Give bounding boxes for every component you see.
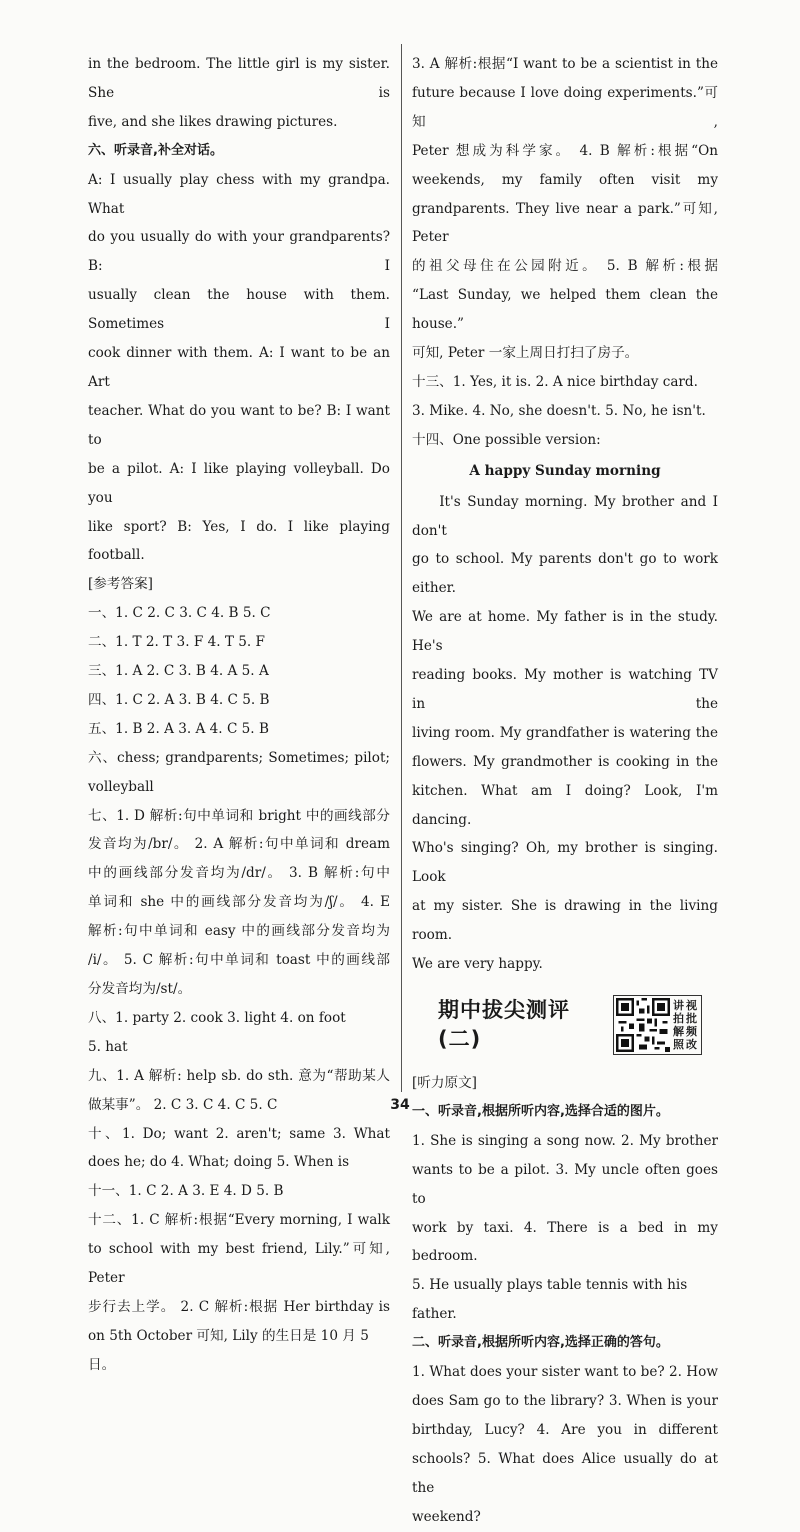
column-divider — [401, 44, 402, 1092]
text-line: grandparents. They live near a park.”可知, Peter — [412, 200, 718, 246]
text-line: 二、1. T 2. T 3. F 4. T 5. F — [88, 634, 265, 651]
text-line: weekends, my family often visit my — [412, 171, 718, 188]
text-line: at my sister. She is drawing in the living room. — [412, 898, 718, 944]
text-line: go to school. My parents don't go to work either. — [412, 551, 718, 597]
text-line: 十二、1. C 解析:根据“Every morning, I walk — [88, 1212, 390, 1229]
qr-label-char: 频 — [686, 1025, 697, 1038]
text-line: teacher. What do you want to be? B: I want to — [88, 402, 390, 448]
text-line: reading books. My mother is watching TV in the — [412, 667, 718, 712]
text-line: A: I usually play chess with my grandpa. What — [88, 171, 390, 217]
text-line: wants to be a pilot. 3. My uncle often goes to — [412, 1161, 718, 1207]
qr-code-icon[interactable] — [616, 998, 670, 1052]
text-line: 二、听录音,根据所听内容,选择正确的答句。 — [412, 1335, 669, 1351]
text-line: 发音均为/br/。 2. A 解析:句中单词和 dream — [88, 836, 390, 853]
qr-label-char: 照 — [673, 1038, 684, 1051]
text-line: 解析:句中单词和 easy 中的画线部分发音均为 — [88, 923, 390, 940]
text-line: [听力原文] — [412, 1075, 477, 1091]
text-line: 中的画线部分发音均为/dr/。 3. B 解析:句中 — [88, 865, 390, 882]
page-number: 34 — [390, 1097, 410, 1113]
text-line: Who's singing? Oh, my brother is singing. Look — [412, 840, 718, 886]
text-line: work by taxi. 4. There is a bed in my bedroom. — [412, 1219, 718, 1265]
text-line: 三、1. A 2. C 3. B 4. A 5. A — [88, 663, 269, 680]
text-line: usually clean the house with them. Sometimes I — [88, 287, 390, 333]
text-line: does he; do 4. What; doing 5. When is — [88, 1154, 350, 1171]
text-line: does Sam go to the library? 3. When is your — [412, 1392, 718, 1409]
text-line: 做某事”。 2. C 3. C 4. C 5. C — [88, 1096, 278, 1113]
left-column — [88, 50, 390, 1380]
text-line: 四、1. C 2. A 3. B 4. C 5. B — [88, 691, 270, 708]
essay-title: A happy Sunday morning — [469, 462, 661, 479]
text-line: 十四、One possible version: — [412, 431, 601, 448]
text-line: cook dinner with them. A: I want to be an Art — [88, 345, 390, 390]
text-line: Peter 想成为科学家。 4. B 解析:根据“On — [412, 142, 718, 159]
text-line: 分发音均为/st/。 — [88, 981, 192, 997]
qr-label — [673, 999, 699, 1051]
text-line: 1. She is singing a song now. 2. My brother — [412, 1132, 718, 1149]
text-line: 3. A 解析:根据“I want to be a scientist in the — [412, 56, 718, 72]
text-line: 步行去上学。 2. C 解析:根据 Her birthday is — [88, 1298, 390, 1315]
text-line: 一、1. C 2. C 3. C 4. B 5. C — [88, 605, 271, 622]
text-line: 一、听录音,根据所听内容,选择合适的图片。 — [412, 1103, 669, 1119]
text-line: to school with my best friend, Lily.”可知, Peter — [88, 1241, 390, 1287]
text-line: five, and she likes drawing pictures. — [88, 113, 338, 130]
text-line: on 5th October 可知, Lily 的生日是 10 月 5 日。 — [88, 1327, 369, 1373]
section-header — [412, 985, 718, 1065]
qr-label-char: 视 — [686, 999, 697, 1012]
text-line: 1. What does your sister want to be? 2. How — [412, 1364, 718, 1381]
qr-label-char: 拍 — [673, 1012, 684, 1025]
text-line: It's Sunday morning. My brother and I don't — [412, 493, 718, 539]
qr-label-char: 讲 — [673, 999, 684, 1012]
text-line: 六、chess; grandparents; Sometimes; pilot; — [88, 749, 390, 766]
text-line: 的祖父母住在公园附近。 5. B 解析:根据 — [412, 258, 718, 275]
text-line: be a pilot. A: I like playing volleyball. Do you — [88, 460, 390, 506]
qr-label-char: 批 — [686, 1012, 697, 1025]
text-line: “Last Sunday, we helped them clean the house.” — [412, 287, 718, 333]
text-line: flowers. My grandmother is cooking in the — [412, 753, 718, 770]
listening-script — [412, 1069, 718, 1532]
text-line: 5. hat — [88, 1038, 128, 1055]
text-line: 八、1. party 2. cook 3. light 4. on foot — [88, 1009, 346, 1026]
text-line: 可知, Peter 一家上周日打扫了房子。 — [412, 345, 639, 362]
text-line: 十、1. Do; want 2. aren't; same 3. What — [88, 1125, 390, 1142]
text-line: 五、1. B 2. A 3. A 4. C 5. B — [88, 720, 269, 737]
text-line: 单词和 she 中的画线部分发音均为/ʃ/。 4. E — [88, 894, 390, 911]
text-line: in the bedroom. The little girl is my sister. She is — [88, 56, 390, 101]
text-line: football. — [88, 547, 145, 564]
text-line: living room. My grandfather is watering the — [412, 724, 718, 741]
text-line: birthday, Lucy? 4. Are you in different — [412, 1421, 718, 1438]
text-line: 5. He usually plays table tennis with his father. — [412, 1277, 688, 1323]
text-line: volleyball — [88, 778, 154, 795]
qr-label-char: 改 — [686, 1038, 697, 1051]
text-line: 十一、1. C 2. A 3. E 4. D 5. B — [88, 1183, 284, 1200]
answers-continued — [412, 50, 718, 455]
text-line: 3. Mike. 4. No, she doesn't. 5. No, he isn't. — [412, 402, 706, 419]
qr-video-box[interactable] — [613, 995, 702, 1055]
text-line: future because I love doing experiments.”可知, — [412, 84, 718, 130]
text-line: 九、1. A 解析: help sb. do sth. 意为“帮助某人 — [88, 1067, 390, 1084]
text-line: [参考答案] — [88, 576, 153, 593]
section-title: 期中拔尖测评(二) — [438, 998, 570, 1051]
text-line: /i/。 5. C 解析:句中单词和 toast 中的画线部 — [88, 952, 390, 969]
text-line: kitchen. What am I doing? Look, I'm dancing. — [412, 782, 718, 828]
text-line: weekend? — [412, 1508, 481, 1525]
text-line: do you usually do with your grandparents? B: I — [88, 229, 390, 275]
text-line: We are at home. My father is in the study. He's — [412, 609, 718, 655]
sample-essay — [412, 488, 718, 979]
qr-label-char: 解 — [673, 1025, 684, 1038]
right-column — [412, 50, 718, 1532]
text-line: We are very happy. — [412, 956, 543, 973]
text-line: 七、1. D 解析:句中单词和 bright 中的画线部分 — [88, 807, 390, 824]
text-line: 六、听录音,补全对话。 — [88, 142, 223, 158]
text-line: like sport? B: Yes, I do. I like playing — [88, 518, 390, 535]
text-line: 十三、1. Yes, it is. 2. A nice birthday card. — [412, 373, 698, 390]
text-line: schools? 5. What does Alice usually do at the — [412, 1450, 718, 1496]
